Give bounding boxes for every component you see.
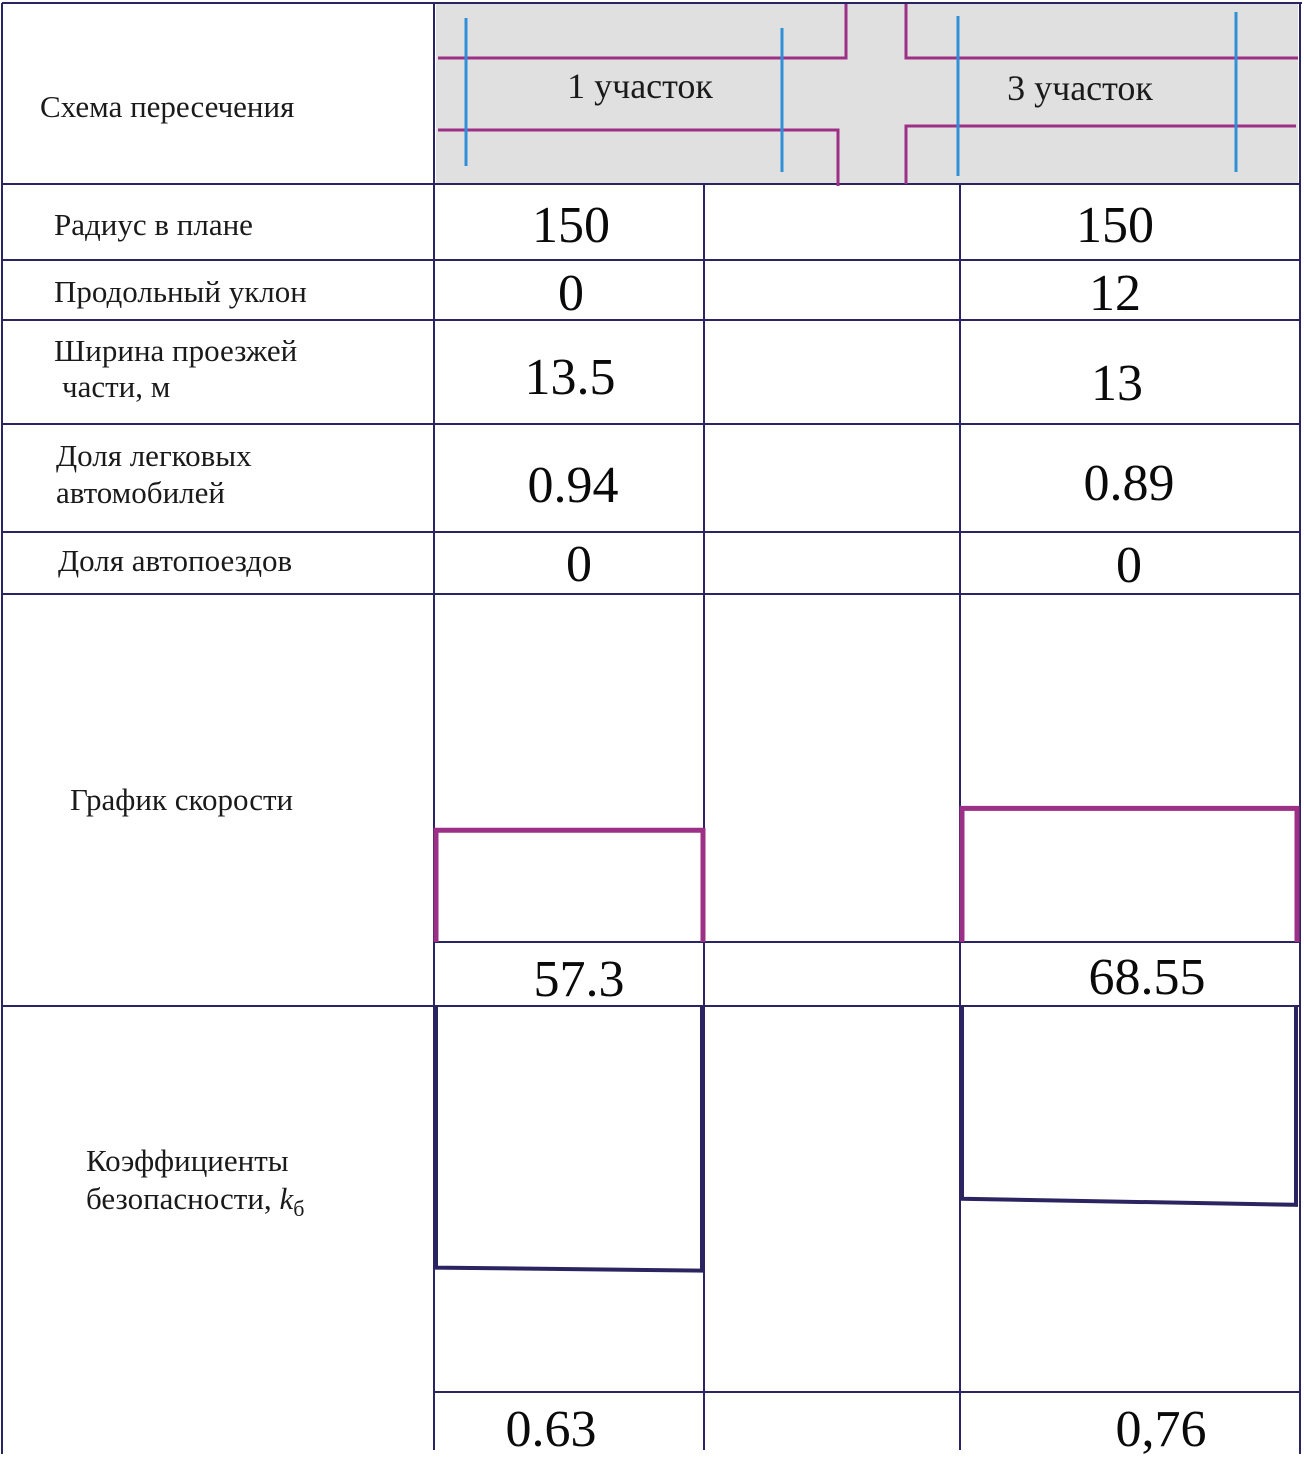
section3-safety: 0,76 bbox=[1115, 1401, 1207, 1458]
row-label-safety-line1: Коэффициенты bbox=[86, 1143, 289, 1178]
row-label-width-line2: части, м bbox=[62, 369, 171, 404]
row-label-cars-line1: Доля легковых bbox=[56, 438, 252, 473]
road-edge-2 bbox=[438, 130, 838, 186]
row-label-trains: Доля автопоездов bbox=[58, 543, 293, 578]
safety-chart bbox=[436, 1006, 1296, 1271]
section3-cars: 0.89 bbox=[1083, 455, 1175, 512]
speed-bar-section-3 bbox=[962, 808, 1297, 942]
row-label-radius: Радиус в плане bbox=[54, 207, 253, 242]
section1-slope: 0 bbox=[558, 265, 584, 322]
road-edge-3 bbox=[906, 4, 1298, 58]
row-label-safety-line2 bbox=[86, 1180, 304, 1228]
scheme-section-3-label: 3 участок bbox=[1007, 68, 1153, 108]
row-label-cars-line2: автомобилей bbox=[56, 475, 225, 510]
road-edge-1 bbox=[438, 4, 846, 58]
speed-chart bbox=[436, 808, 1297, 942]
section3-width: 13 bbox=[1091, 355, 1143, 412]
section1-width: 13.5 bbox=[524, 349, 616, 406]
row-label-scheme: Схема пересечения bbox=[40, 89, 295, 124]
row-label-slope: Продольный уклон bbox=[54, 274, 307, 309]
section3-radius: 150 bbox=[1076, 197, 1154, 254]
section3-speed: 68.55 bbox=[1088, 949, 1206, 1006]
speed-bar-section-1 bbox=[436, 830, 703, 942]
section3-slope: 12 bbox=[1089, 265, 1141, 322]
safety-symbol-subscript: б bbox=[293, 1196, 305, 1222]
section1-cars: 0.94 bbox=[527, 457, 619, 514]
section1-safety: 0.63 bbox=[505, 1401, 597, 1458]
section1-trains: 0 bbox=[566, 536, 592, 593]
section1-speed: 57.3 bbox=[533, 951, 625, 1008]
safety-bar-section-1 bbox=[436, 1006, 702, 1271]
row-label-width-line1: Ширина проезжей bbox=[54, 333, 298, 368]
section1-radius: 150 bbox=[532, 197, 610, 254]
row-label-speed: График скорости bbox=[70, 782, 294, 817]
section3-trains: 0 bbox=[1116, 537, 1142, 594]
scheme-section-1-label: 1 участок bbox=[567, 66, 713, 106]
safety-bar-section-3 bbox=[962, 1006, 1296, 1205]
safety-symbol: k bbox=[279, 1181, 294, 1216]
safety-label-text: безопасности, bbox=[86, 1181, 280, 1216]
